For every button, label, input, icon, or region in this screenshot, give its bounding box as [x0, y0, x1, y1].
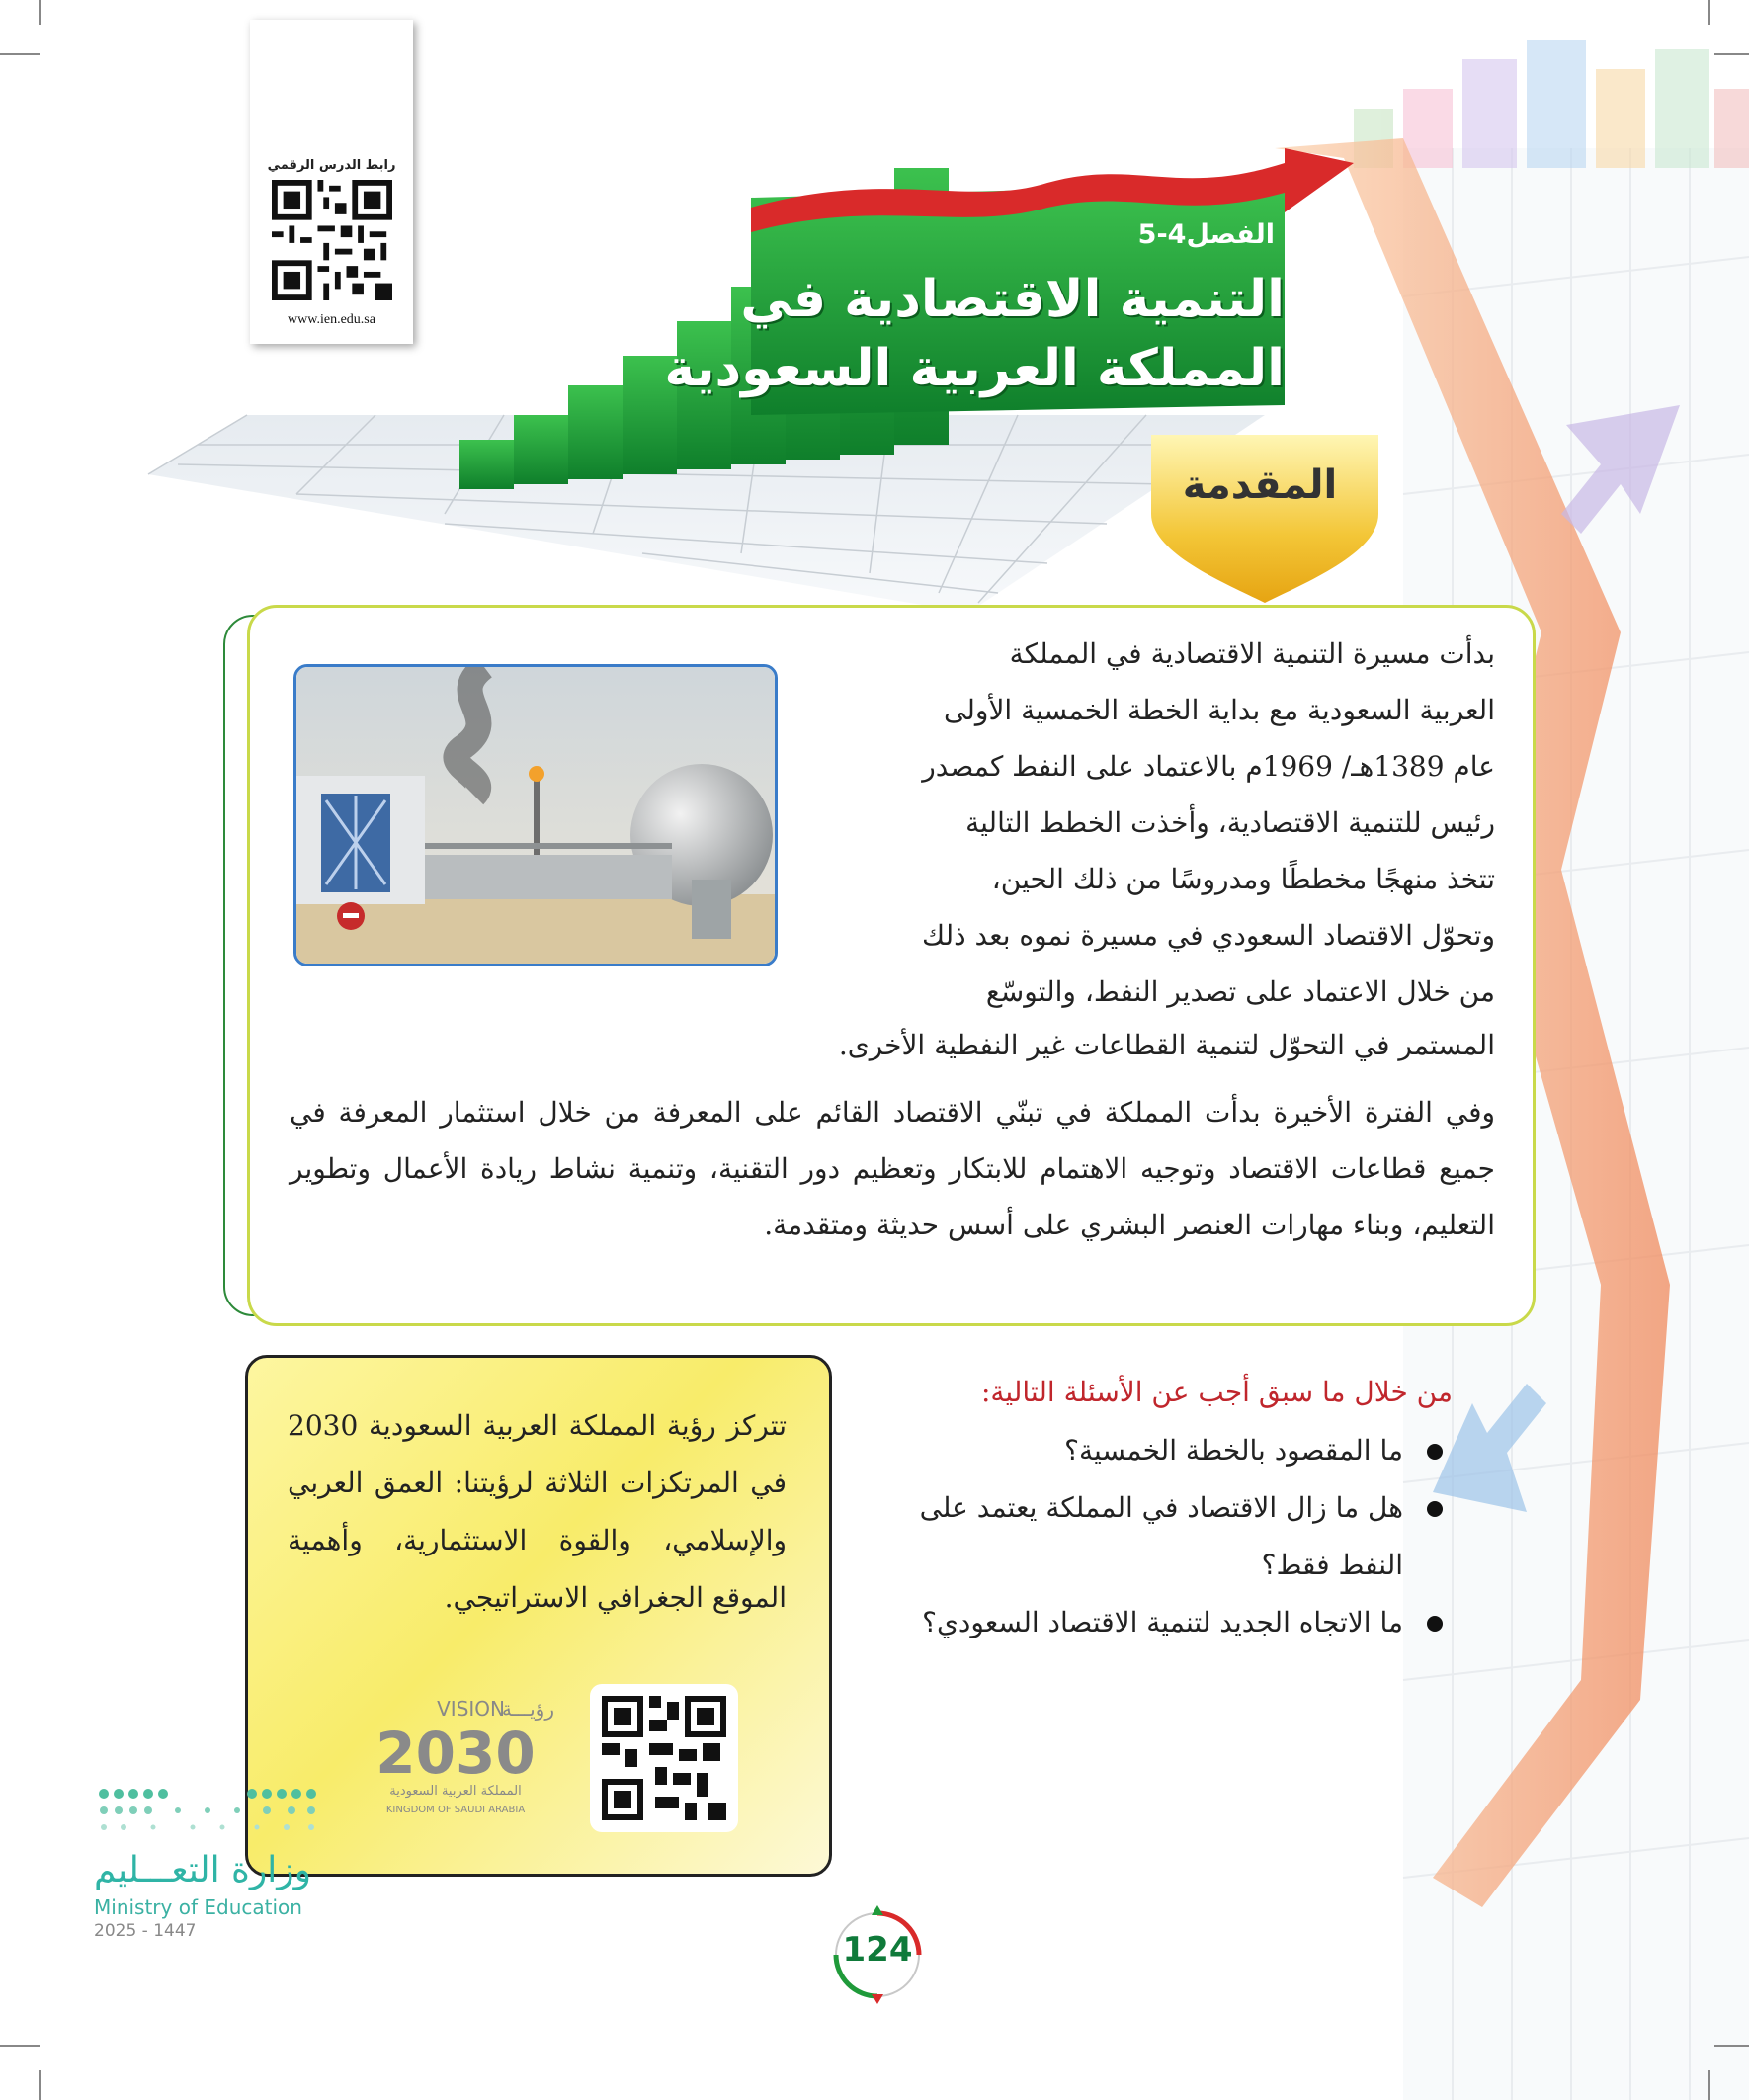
- vision-logo-en: VISION: [437, 1697, 505, 1721]
- oil-refinery-photo: [293, 664, 778, 966]
- digital-lesson-label: رابط الدرس الرقمي: [267, 158, 396, 173]
- intro-shield: [1151, 435, 1378, 603]
- question-text: ما المقصود بالخطة الخمسية؟: [1064, 1434, 1403, 1467]
- intro-line: بدأت مسيرة التنمية الاقتصادية في المملكة: [1009, 637, 1495, 670]
- intro-line: رئيس للتنمية الاقتصادية، وأخذت الخطط التالية: [965, 806, 1495, 839]
- vision-qr-code-icon[interactable]: [590, 1684, 738, 1832]
- question-item: [850, 1479, 1453, 1594]
- intro-heading: المقدمة: [1182, 462, 1338, 508]
- intro-paragraph-2: وفي الفترة الأخيرة بدأت المملكة في تبنّي الاقتصاد القائم على المعرفة من خلال استثمار المعرفة في جميع قطاعات الاقتصاد وتوجيه الاهتمام للابتكار وتعظيم دور التقنية، وتنمية نشاط ريادة الأعمال وتطوير التعليم، وبناء مهارات العنصر البشري على أسس حديثة ومتقدمة.: [290, 1096, 1495, 1241]
- lesson-title-line-1: التنمية الاقتصادية في: [740, 270, 1285, 329]
- vision-logo-kingdom-en: KINGDOM OF SAUDI ARABIA: [385, 1805, 526, 1815]
- bullet-icon: [1427, 1616, 1443, 1632]
- intro-line: وتحوّل الاقتصاد السعودي في مسيرة نموه بعد ذلك: [922, 919, 1495, 952]
- intro-paragraph-1: [813, 626, 1495, 1020]
- vision-2030-box: [245, 1355, 832, 1877]
- vision-logo-kingdom-ar: المملكة العربية السعودية: [389, 1784, 522, 1799]
- questions-heading: من خلال ما سبق أجب عن الأسئلة التالية:: [980, 1376, 1453, 1408]
- intro-line: من خلال الاعتماد على تصدير النفط، والتوسّع: [985, 975, 1495, 1008]
- bullet-icon: [1427, 1444, 1443, 1460]
- qr-code-icon[interactable]: [272, 180, 392, 300]
- question-item: [850, 1594, 1453, 1651]
- vision-2030-text: تتركز رؤية المملكة العربية السعودية 2030 في المرتكزات الثلاثة لرؤيتنا: العمق العربي والإسلامي، والقوة الاستثمارية، وأهمية الموقع الجغرافي الاستراتيجي.: [288, 1409, 787, 1614]
- intro-paragraph-1-tail: المستمر في التحوّل لتنمية القطاعات غير النفطية الأخرى.: [838, 1029, 1495, 1061]
- vision-logo-ar: رؤيـــة: [501, 1697, 554, 1721]
- bullet-icon: [1427, 1501, 1443, 1517]
- ministry-dots-logo: [94, 1784, 321, 1843]
- edition-year: 2025 - 1447: [94, 1921, 197, 1941]
- page-number: 124: [842, 1930, 913, 1970]
- review-questions: [850, 1376, 1453, 1651]
- intro-line: العربية السعودية مع بداية الخطة الخمسية الأولى: [944, 694, 1495, 726]
- digital-lesson-url[interactable]: www.ien.edu.sa: [288, 312, 375, 327]
- lesson-title: [553, 265, 1285, 403]
- intro-line: تتخذ منهجًا مخططًا ومدروسًا من ذلك الحين،: [991, 863, 1495, 895]
- question-text: ما الاتجاه الجديد لتنمية الاقتصاد السعودي؟: [922, 1606, 1403, 1638]
- ministry-name-en: Ministry of Education: [94, 1895, 302, 1919]
- city-skyline: [1354, 40, 1749, 168]
- question-text: هل ما زال الاقتصاد في المملكة يعتمد على النفط فقط؟: [919, 1491, 1403, 1581]
- lesson-title-line-2: المملكة العربية السعودية: [664, 339, 1285, 398]
- ministry-name-ar: وزارة التعـــليم: [94, 1850, 312, 1890]
- question-item: [850, 1422, 1453, 1479]
- chapter-number: الفصل4-5: [1137, 219, 1275, 250]
- vision-2030-logo: [357, 1694, 554, 1822]
- intro-line: عام 1389هـ/ 1969م بالاعتماد على النفط كمصدر: [922, 750, 1495, 783]
- vision-logo-year: 2030: [375, 1720, 536, 1787]
- digital-lesson-card[interactable]: [250, 20, 413, 344]
